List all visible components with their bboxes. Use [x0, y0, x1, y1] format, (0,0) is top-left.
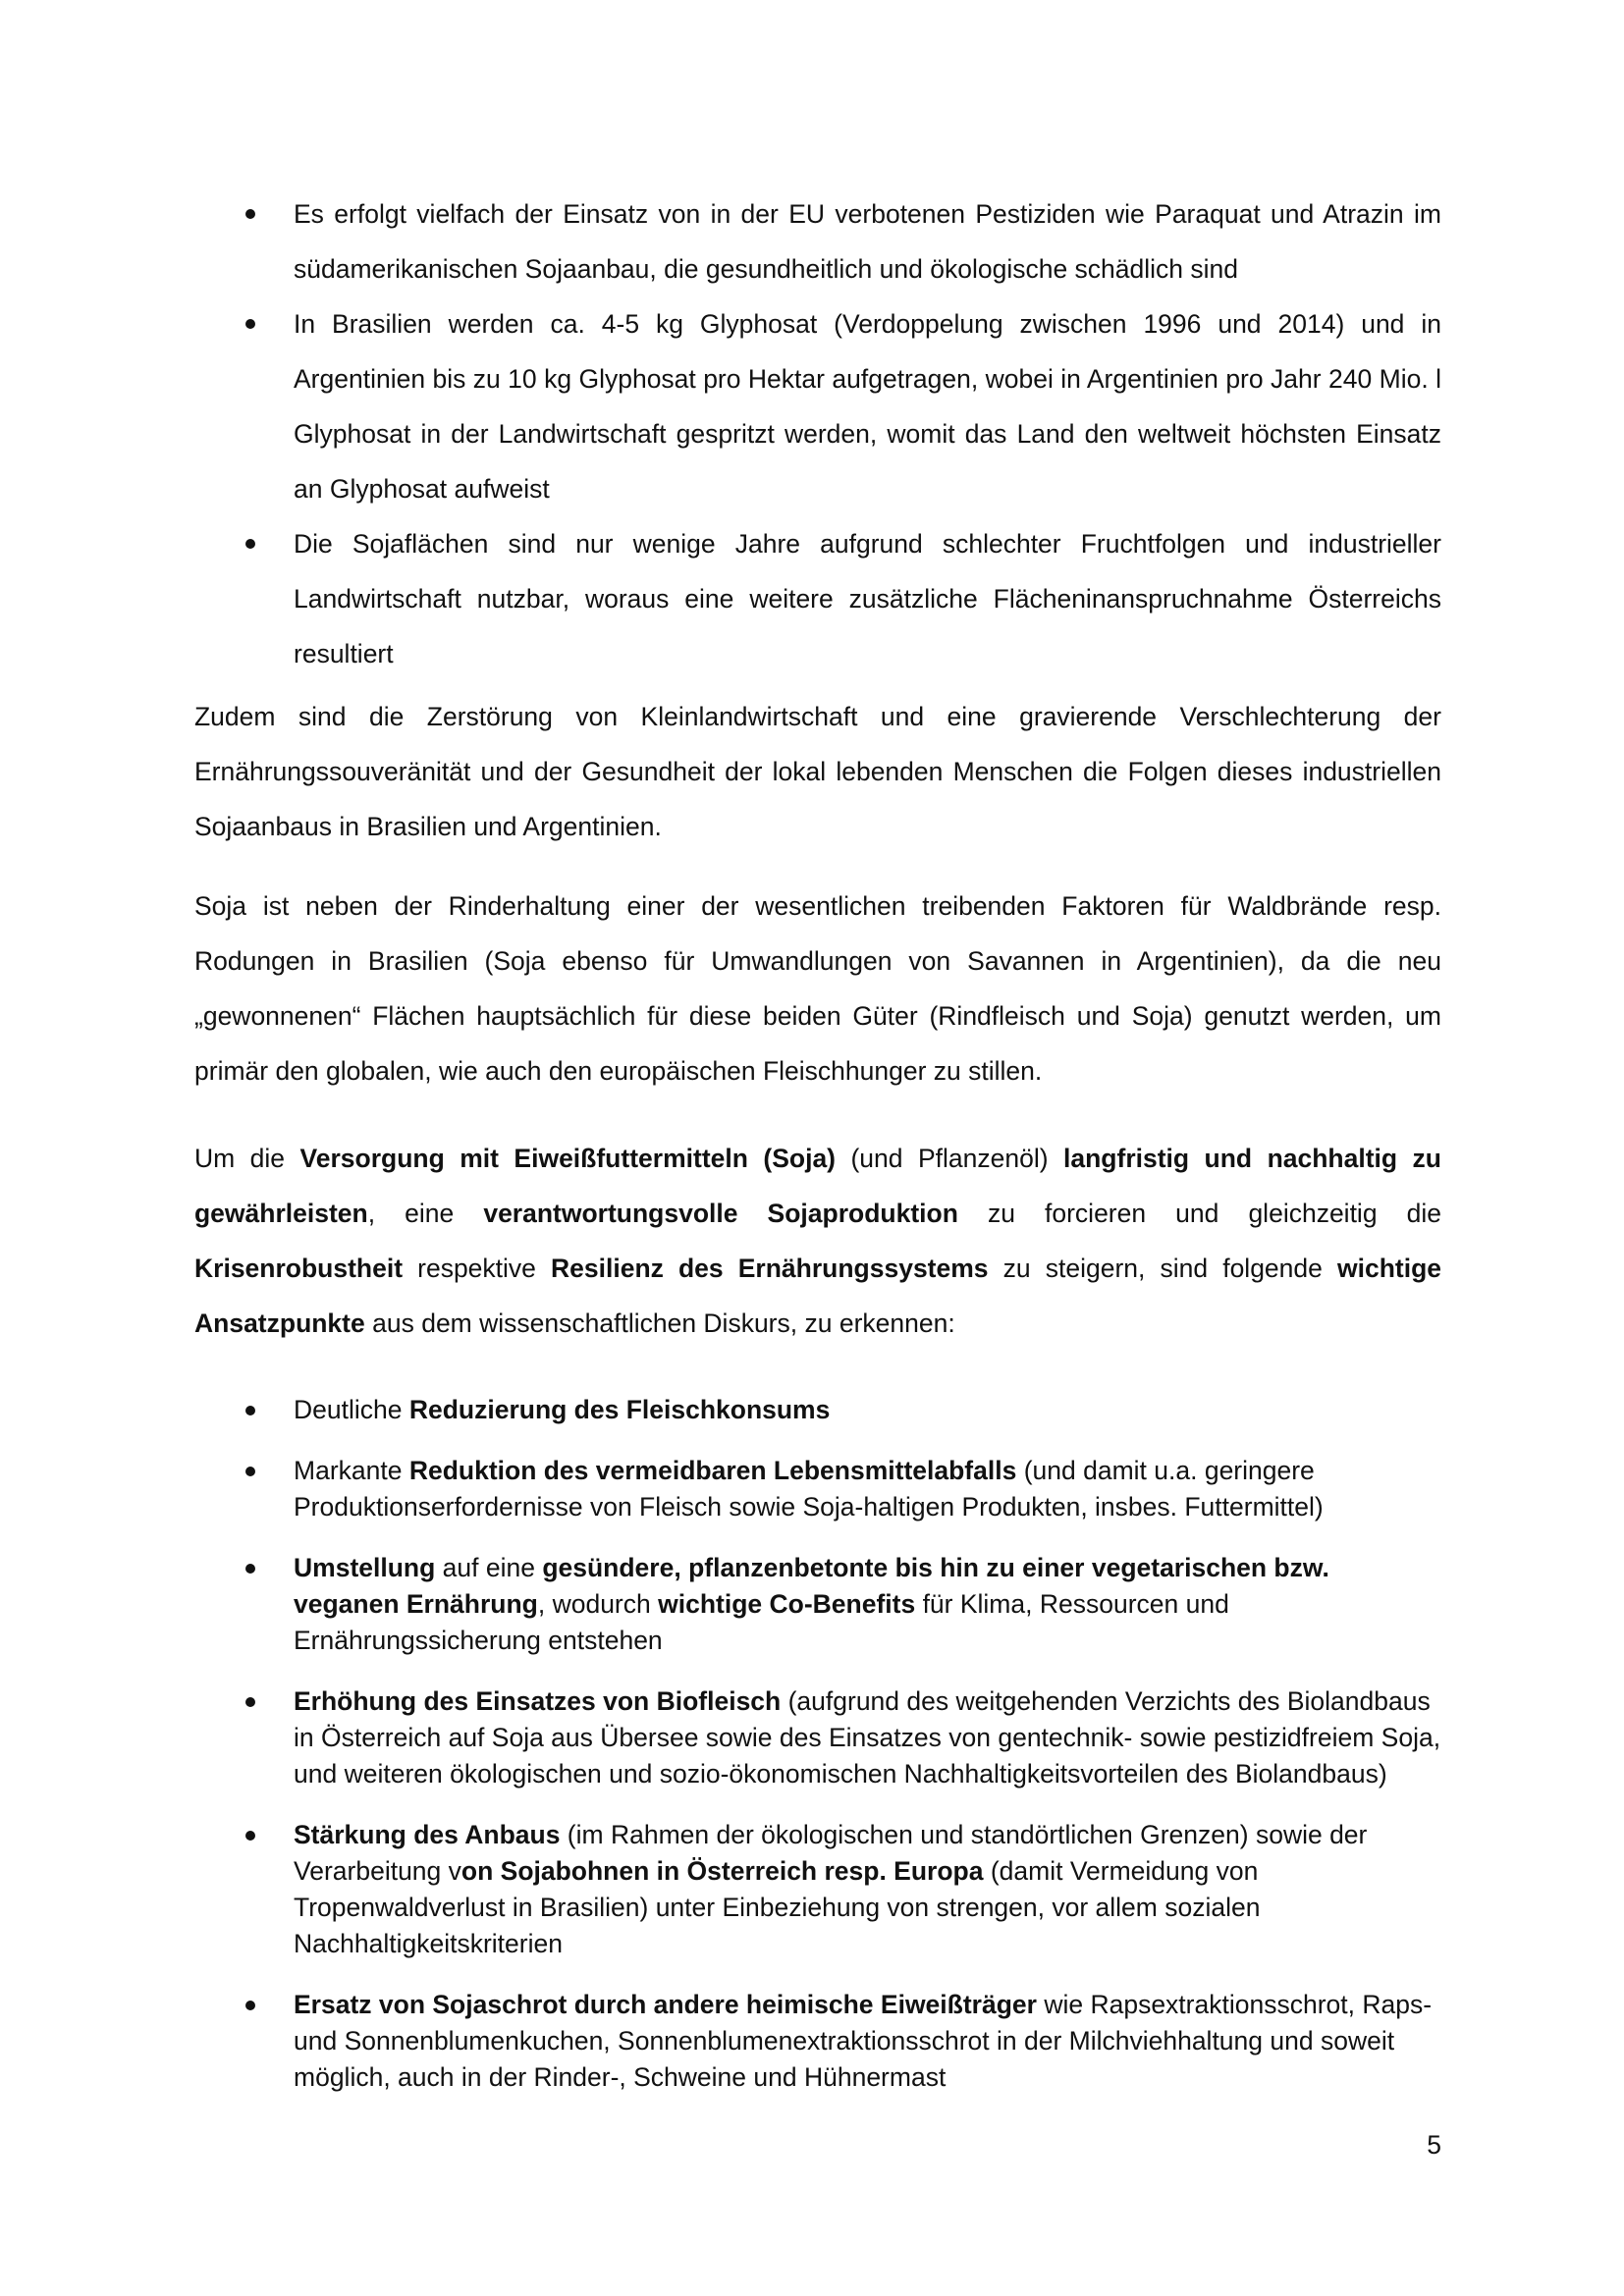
list-item — [194, 516, 1441, 681]
bullet-icon — [245, 539, 255, 549]
paragraph-deforestation: Soja ist neben der Rinderhaltung einer der wesentlichen treibenden Faktoren für Waldbrände resp. Rodungen in Brasilien (Soja ebenso für Umwandlungen von Savannen in Argentinien), da die neu „gewonnenen“ Flächen hauptsächlich für diese beiden Güter (Rindfleisch und Soja) genutzt werden, um primär den globalen, wie auch den europäischen Fleischhunger zu stillen. — [194, 891, 1441, 1086]
text-run: für Klima, Ressourcen und Ernährungssicherung entstehen — [294, 1589, 1229, 1655]
list-item — [194, 187, 1441, 296]
list-item-text: Es erfolgt vielfach der Einsatz von in der EU verbotenen Pestiziden wie Paraquat und Atrazin im südamerikanischen Sojaanbau, die gesundheitlich und ökologische schädlich sind — [294, 199, 1441, 284]
bullet-icon — [245, 1406, 255, 1415]
bold-run: wichtige Ansatzpunkte — [194, 1254, 1441, 1338]
text-run: aus dem wissenschaftlichen Diskurs, zu erkennen: — [364, 1308, 955, 1338]
paragraph-approach — [194, 1131, 1441, 1351]
list-item — [194, 1683, 1441, 1792]
text-run: Um die — [194, 1144, 300, 1173]
bold-run: Resilienz des Ernährungssystems — [551, 1254, 989, 1283]
bullet-icon — [245, 319, 255, 329]
bold-run: Reduktion des vermeidbaren Lebensmittelabfalls — [408, 1456, 1017, 1485]
text-run: (im Rahmen der ökologischen und standörtlichen Grenzen) sowie der Verarbeitung v — [294, 1820, 1368, 1886]
bold-run: Versorgung mit Eiweißfuttermitteln (Soja) — [299, 1144, 837, 1173]
list-item — [194, 1392, 1441, 1428]
text-run: auf eine — [435, 1553, 543, 1582]
list-item — [194, 1987, 1441, 2096]
bold-run: Stärkung des Anbaus — [294, 1820, 561, 1849]
list-item — [194, 1453, 1441, 1525]
bullet-icon — [245, 2001, 255, 2010]
bold-run: wichtige Co-Benefits — [658, 1589, 916, 1619]
bullet-icon — [245, 209, 255, 219]
text-run: (und Pflanzenöl) — [836, 1144, 1064, 1173]
text-run: , eine — [367, 1199, 484, 1228]
bullet-icon — [245, 1564, 255, 1574]
list-item-text: In Brasilien werden ca. 4-5 kg Glyphosat (Verdoppelung zwischen 1996 und 2014) und in Argentinien bis zu 10 kg Glyphosat pro Hektar aufgetragen, wobei in Argentinien pro Jahr 240 Mio. l Glyphosat in der Landwirtschaft gespritzt werden, womit das Land den weltweit höchsten Einsatz an Glyphosat aufweist — [294, 309, 1441, 504]
bullet-icon — [245, 1831, 255, 1841]
bold-run: Ersatz von Sojaschrot durch andere heimische Eiweißträger — [294, 1990, 1037, 2019]
bold-run: langfristig und nachhaltig zu gewährleisten — [194, 1144, 1441, 1228]
bold-run: verantwortungsvolle Sojaproduktion — [483, 1199, 958, 1228]
text-run: Markante — [294, 1456, 409, 1485]
list-item — [194, 1817, 1441, 1962]
bullet-icon — [245, 1697, 255, 1707]
bold-run: Umstellung — [294, 1553, 436, 1582]
bullet-list-top — [194, 187, 1441, 681]
text-run: , wodurch — [537, 1589, 659, 1619]
bullet-list-measures — [194, 1392, 1441, 2120]
bold-run: Erhöhung des Einsatzes von Biofleisch — [294, 1686, 782, 1716]
bold-run: gesündere, pflanzenbetonte bis hin zu einer vegetarischen bzw. veganen Ernährung — [294, 1553, 1329, 1619]
bold-run: Krisenrobustheit — [194, 1254, 404, 1283]
bullet-icon — [245, 1467, 255, 1476]
text-run: Deutliche — [294, 1395, 409, 1424]
list-item — [194, 296, 1441, 516]
bold-run: Reduzierung des Fleischkonsums — [408, 1395, 831, 1424]
text-run: zu steigern, sind folgende — [988, 1254, 1337, 1283]
text-run: (und damit u.a. geringere Produktionserfordernisse von Fleisch sowie Soja-haltigen Produkten, insbes. Futtermittel) — [294, 1456, 1324, 1522]
text-run: (aufgrund des weitgehenden Verzichts des Biolandbaus in Österreich auf Soja aus Übersee sowie des Einsatzes von gentechnik- sowie pestizidfreiem Soja, und weiteren ökologischen und sozio-ökonomischen Nachhaltigkeitsvorteilen des Biolandbaus) — [294, 1686, 1441, 1789]
text-run: (damit Vermeidung von Tropenwaldverlust in Brasilien) unter Einbeziehung von strengen, vor allem sozialen Nachhaltigkeitskriterien — [294, 1856, 1261, 1958]
bold-run: on Sojabohnen in Österreich resp. Europa — [460, 1856, 984, 1886]
page-number: 5 — [1427, 2130, 1441, 2160]
paragraph-consequences: Zudem sind die Zerstörung von Kleinlandwirtschaft und eine gravierende Verschlechterung der Ernährungssouveränität und der Gesundheit der lokal lebenden Menschen die Folgen dieses industriellen Sojaanbaus in Brasilien und Argentinien. — [194, 702, 1441, 841]
text-run: respektive — [403, 1254, 552, 1283]
text-run: zu forcieren und gleichzeitig die — [957, 1199, 1441, 1228]
list-item-text: Die Sojaflächen sind nur wenige Jahre aufgrund schlechter Fruchtfolgen und industrieller Landwirtschaft nutzbar, woraus eine weitere zusätzliche Flächeninanspruchnahme Österreichs resultiert — [294, 529, 1441, 668]
text-run: wie Rapsextraktionsschrot, Raps- und Sonnenblumenkuchen, Sonnenblumenextraktionsschrot in der Milchviehhaltung und soweit möglich, auch in der Rinder-, Schweine und Hühnermast — [294, 1990, 1433, 2092]
list-item — [194, 1550, 1441, 1659]
